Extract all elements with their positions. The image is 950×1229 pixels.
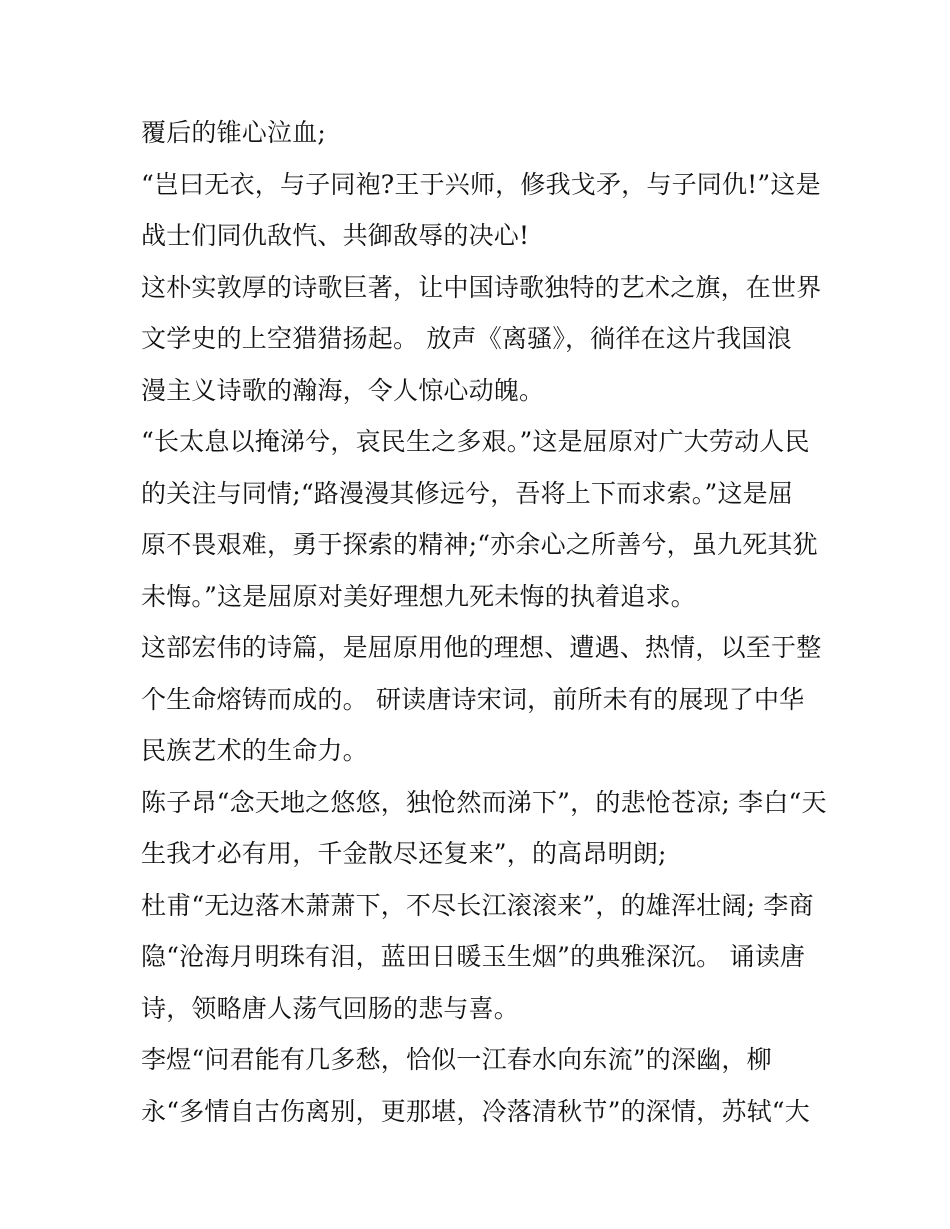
document-body-text <box>141 107 831 1137</box>
text-line: 民族艺术的生命力。 <box>141 736 368 765</box>
text-line: 诗，领略唐人荡气回肠的悲与喜。 <box>141 993 520 1023</box>
text-line: 李煜“问君能有几多愁，恰似一江春水向东流”的深幽，柳 <box>141 1045 772 1074</box>
text-line: 这朴实敦厚的诗歌巨著，让中国诗歌独特的艺术之旗，在世界 <box>141 272 822 302</box>
text-line: 未悔。”这是屈原对美好理想九死未悔的执着追求。 <box>141 581 696 611</box>
text-line: 生我才必有用，千金散尽还复来”，的高昂明朗; <box>141 839 667 868</box>
text-line: “岂曰无衣，与子同袍?王于兴师，修我戈矛，与子同仇!”这是 <box>141 169 821 199</box>
text-line: 永“多情自古伤离别，更那堪，冷落清秋节”的深情，苏轼“大 <box>141 1096 810 1126</box>
text-line: 个生命熔铸而成的。 研读唐诗宋词，前所未有的展现了中华 <box>141 684 805 714</box>
text-line: 这部宏伟的诗篇，是屈原用他的理想、遭遇、热情，以至于整 <box>141 633 822 662</box>
text-line: “长太息以掩涕兮，哀民生之多艰。”这是屈原对广大劳动人民 <box>141 427 810 456</box>
text-line: 原不畏艰难，勇于探索的精神;“亦余心之所善兮，虽九死其犹 <box>141 530 818 559</box>
text-line: 杜甫“无边落木萧萧下，不尽长江滚滚来”，的雄浑壮阔; 李商 <box>141 890 814 920</box>
text-line: 文学史的上空猎猎扬起。 放声《离骚》，徜徉在这片我国浪 <box>141 324 792 353</box>
text-line: 的关注与同情;“路漫漫其修远兮，吾将上下而求索。”这是屈 <box>141 478 794 508</box>
text-line: 战士们同仇敌忾、共御敌辱的决心! <box>141 221 530 250</box>
text-line: 漫主义诗歌的瀚海，令人惊心动魄。 <box>141 375 545 405</box>
text-line: 隐“沧海月明珠有泪，蓝田日暖玉生烟”的典雅深沉。 诵读唐 <box>141 942 806 971</box>
text-line: 覆后的锥心泣血; <box>141 118 327 147</box>
text-line: 陈子昂“念天地之悠悠，独怆然而涕下”，的悲怆苍凉; 李白“天 <box>141 787 827 817</box>
